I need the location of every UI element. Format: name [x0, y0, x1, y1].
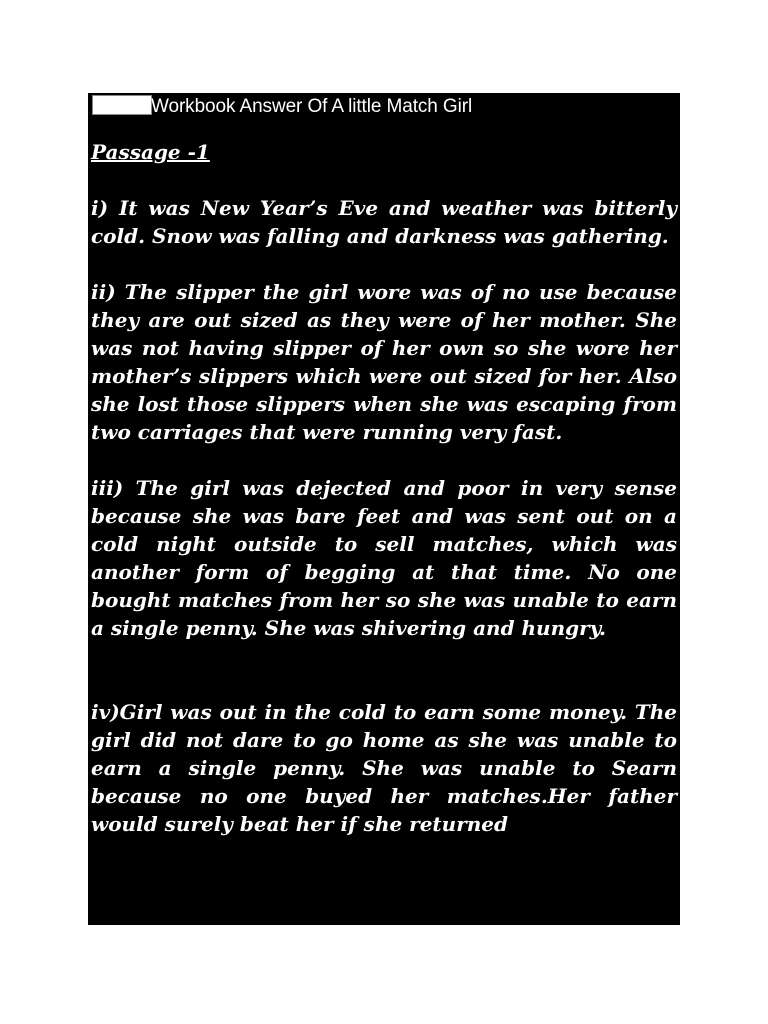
answer-paragraph-4: iv)Girl was out in the cold to earn some money. The girl did not dare to go home as she was unable to earn a single penny. She was unable to Searn because no one buyed her matches.Her father would surely beat her if she returned [91, 700, 677, 836]
header-placeholder-box [92, 95, 152, 115]
answer-paragraph-3: iii) The girl was dejected and poor in very sense because she was bare feet and was sent out on a cold night outside to sell matches, which was another form of begging at that time. No one bought matches from her so she was unable to earn a single penny. She was shivering and hungry. [91, 476, 677, 640]
document-body [91, 138, 677, 866]
passage-title: Passage -1 [91, 140, 210, 164]
document-title: Workbook Answer Of A little Match Girl [151, 96, 473, 117]
document-page [88, 93, 680, 925]
answer-paragraph-2: ii) The slipper the girl wore was of no use because they are out sized as they were of her mother. She was not having slipper of her own so she wore her mother’s slippers which were out sized for her. Also she lost those slippers when she was escaping from two carriages that were running very fast. [91, 280, 677, 444]
answer-paragraph-1: i) It was New Year’s Eve and weather was bitterly cold. Snow was falling and darkness was gathering. [91, 196, 677, 248]
document-header [88, 93, 680, 123]
